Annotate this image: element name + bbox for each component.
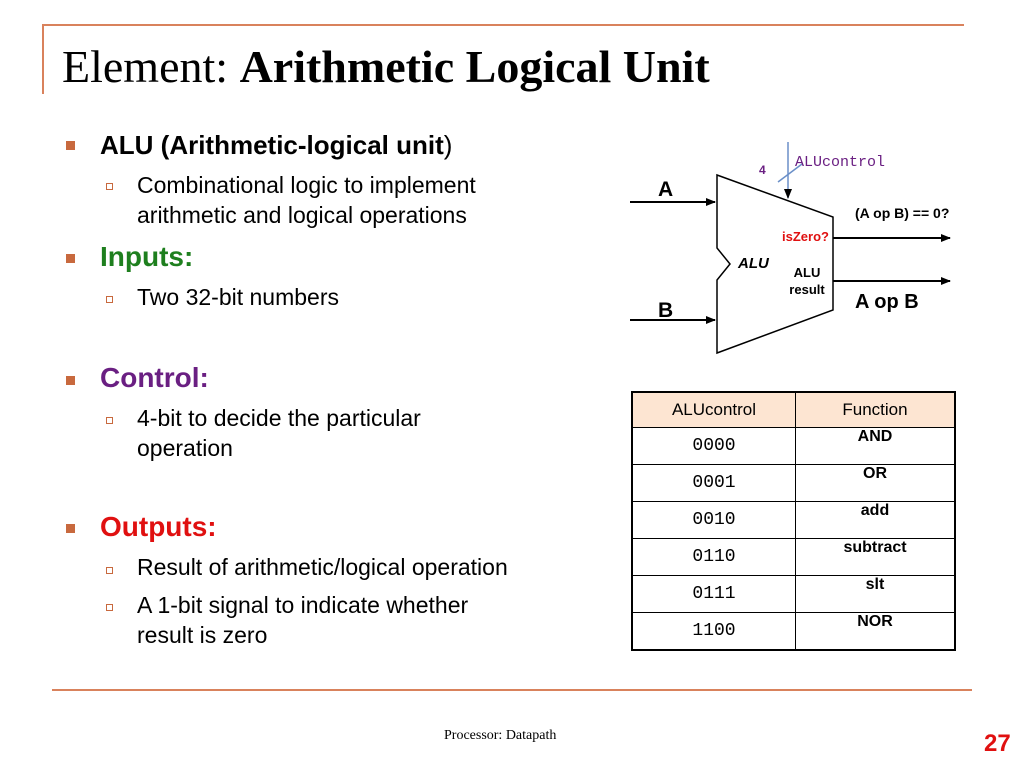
alu-body-shape xyxy=(717,175,833,353)
bullet-square-icon xyxy=(66,254,75,263)
table-row xyxy=(632,428,955,465)
title-prefix: Element: xyxy=(62,41,240,92)
bullet-outputs-sub1: Result of arithmetic/logical operation xyxy=(137,554,508,580)
table-cell-function: AND xyxy=(796,428,956,465)
footer-text: Processor: Datapath xyxy=(444,728,557,743)
sub-bullet-icon xyxy=(106,183,113,190)
bullet-inputs-sub: Two 32-bit numbers xyxy=(137,284,339,310)
table-cell-code: 0001 xyxy=(632,465,796,502)
table-cell-code: 0010 xyxy=(632,502,796,539)
table-cell-function: add xyxy=(796,502,956,539)
alu-label: ALU xyxy=(738,255,769,272)
frame-line-left xyxy=(42,24,44,94)
bullet-outputs-sub2-line1: A 1-bit signal to indicate whether xyxy=(137,592,469,618)
control-label: ALUcontrol xyxy=(795,154,886,171)
table-row xyxy=(632,613,955,651)
bullet-outputs-heading: Outputs: xyxy=(100,511,217,542)
table-row xyxy=(632,502,955,539)
bullet-square-icon xyxy=(66,524,75,533)
table-cell-code: 0111 xyxy=(632,576,796,613)
table-cell-code: 0000 xyxy=(632,428,796,465)
result-label-line1: ALU xyxy=(793,265,821,280)
alucontrol-table xyxy=(631,391,956,651)
bullet-square-icon xyxy=(66,376,75,385)
bullet-square-icon xyxy=(66,141,75,150)
table-row xyxy=(632,465,955,502)
table-cell-code: 0110 xyxy=(632,539,796,576)
frame-line-top xyxy=(42,24,964,26)
bullet-outputs-sub2-line2: result is zero xyxy=(137,622,268,648)
sub-bullet-icon xyxy=(106,567,113,574)
bullet-alu-sub xyxy=(137,170,476,230)
footer-divider xyxy=(52,689,972,691)
alu-diagram xyxy=(620,140,980,365)
table-row xyxy=(632,539,955,576)
bullet-control-sub-line1: 4-bit to decide the particular xyxy=(137,405,421,431)
table-cell-function: NOR xyxy=(796,613,956,651)
bullet-alu xyxy=(100,130,452,161)
input-a-label: A xyxy=(658,178,674,201)
sub-bullet-icon xyxy=(106,296,113,303)
table-header-alucontrol: ALUcontrol xyxy=(632,392,796,428)
bullet-alu-sub-line2: arithmetic and logical operations xyxy=(137,202,467,228)
bullet-control-heading: Control: xyxy=(100,362,209,393)
bullet-control-sub xyxy=(137,403,421,463)
zero-output-label: (A op B) == 0? xyxy=(855,205,950,221)
bullet-alu-bold: ALU (Arithmetic-logical unit xyxy=(100,130,444,160)
control-width-label: 4 xyxy=(759,163,766,177)
sub-bullet-icon xyxy=(106,604,113,611)
result-output-label: A op B xyxy=(855,291,919,313)
input-b-label: B xyxy=(658,299,674,322)
slide-title xyxy=(62,40,710,93)
table-cell-function: subtract xyxy=(796,539,956,576)
bullet-control-sub-line2: operation xyxy=(137,435,233,461)
table-header-row xyxy=(632,392,955,428)
table-cell-function: slt xyxy=(796,576,956,613)
table-cell-code: 1100 xyxy=(632,613,796,651)
bullet-outputs-sub2 xyxy=(137,590,468,650)
table-cell-function: OR xyxy=(796,465,956,502)
sub-bullet-icon xyxy=(106,417,113,424)
iszero-label: isZero? xyxy=(782,229,829,244)
table-header-function: Function xyxy=(796,392,956,428)
page-number: 27 xyxy=(984,730,1011,757)
title-main: Arithmetic Logical Unit xyxy=(239,41,710,92)
bullet-alu-sub-line1: Combinational logic to implement xyxy=(137,172,476,198)
table-row xyxy=(632,576,955,613)
bullet-alu-tail: ) xyxy=(443,130,453,160)
result-label-line2: result xyxy=(789,282,825,297)
bullet-inputs-heading: Inputs: xyxy=(100,241,194,272)
